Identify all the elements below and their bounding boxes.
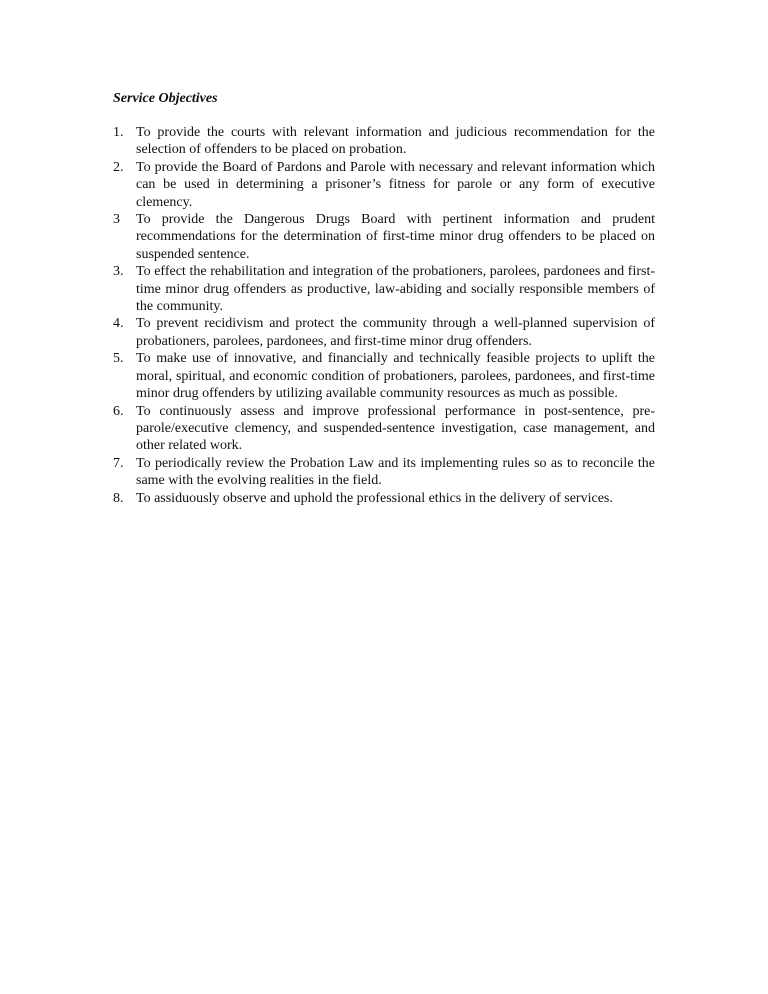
objective-item-8 [113, 490, 655, 507]
objective-item-6 [113, 403, 655, 455]
objective-item-2 [113, 159, 655, 211]
objective-text: To provide the Dangerous Drugs Board with pertinent information and prudent recommendations for the determination of first-time minor drug offenders to be placed on suspended sentence. [136, 212, 655, 262]
objective-item-3-rehabilitation [113, 263, 655, 315]
objective-text: To continuously assess and improve professional performance in post-sentence, pre-parole/executive clemency, and suspended-sentence investigation, case management, and other related work. [136, 403, 655, 454]
objective-text: To prevent recidivism and protect the community through a well-planned supervision of probationers, parolees, pardonees, and first-time minor drug offenders. [136, 316, 655, 349]
objective-item-3-drugs-board [113, 211, 655, 263]
objective-number: 5. [113, 351, 124, 367]
objective-number: 6. [113, 403, 124, 419]
objective-text: To effect the rehabilitation and integration of the probationers, parolees, pardonees and first-time minor drug offenders as productive, law-abiding and socially responsible members of the community. [136, 264, 655, 315]
objective-number: 4. [113, 316, 124, 332]
objective-item-1 [113, 124, 655, 159]
objective-number: 8. [113, 490, 124, 506]
objective-number: 3. [113, 264, 124, 280]
objective-item-7 [113, 455, 655, 490]
objective-text: To provide the courts with relevant information and judicious recommendation for the selection of offenders to be placed on probation. [136, 125, 655, 158]
objective-item-4 [113, 315, 655, 350]
objective-number: 3 [113, 212, 120, 228]
section-heading: Service Objectives [113, 91, 218, 106]
objective-item-5 [113, 350, 655, 402]
objective-number: 1. [113, 125, 124, 140]
objective-text: To make use of innovative, and financially and technically feasible projects to uplift the moral, spiritual, and economic condition of probationers, parolees, pardonees, and first-time minor drug offenders by utilizing available community resources as much as possible. [136, 351, 655, 402]
objective-text: To periodically review the Probation Law and its implementing rules so as to reconcile the same with the evolving realities in the field. [136, 455, 655, 489]
objective-number: 2. [113, 159, 124, 175]
objectives-list [113, 124, 655, 507]
objective-number: 7. [113, 455, 124, 471]
objective-text: To assiduously observe and uphold the professional ethics in the delivery of services. [136, 490, 613, 506]
objective-text: To provide the Board of Pardons and Parole with necessary and relevant information which can be used in determining a prisoner’s fitness for parole or any form of executive clemency. [136, 159, 655, 210]
